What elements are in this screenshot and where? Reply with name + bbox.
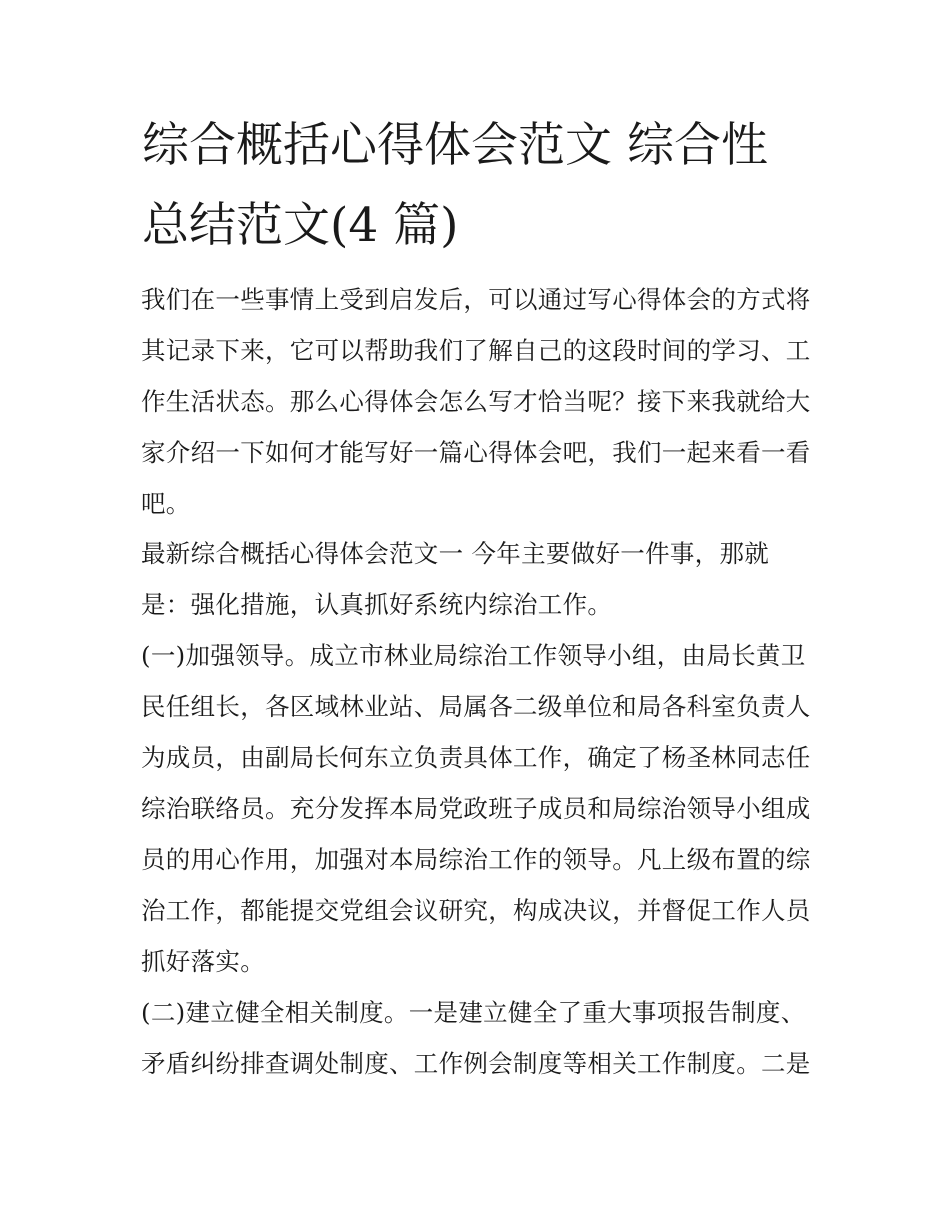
paragraph-line: 其记录下来，它可以帮助我们了解自己的这段时间的学习、工 xyxy=(141,336,811,365)
document-title-line-2: 总结范文(4 篇) xyxy=(142,198,459,253)
paragraph-line: 最新综合概括心得体会范文一 今年主要做好一件事，那就 xyxy=(141,539,770,568)
paragraph-line: 作生活状态。那么心得体会怎么写才恰当呢？接下来我就给大 xyxy=(141,387,811,416)
paragraph-line: (一)加强领导。成立市林业局综治工作领导小组，由局长黄卫 xyxy=(141,641,806,670)
paragraph-line: 吧。 xyxy=(141,489,191,518)
paragraph-line: 是：强化措施，认真抓好系统内综治工作。 xyxy=(141,590,613,619)
paragraph-line: 员的用心作用，加强对本局综治工作的领导。凡上级布置的综 xyxy=(141,845,811,874)
paragraph-line: 矛盾纠纷排查调处制度、工作例会制度等相关工作制度。二是 xyxy=(141,1049,811,1078)
paragraph-line: 治工作，都能提交党组会议研究，构成决议，并督促工作人员 xyxy=(141,896,811,925)
document-title-line-1: 综合概括心得体会范文 综合性 xyxy=(142,118,768,173)
paragraph-line: 抓好落实。 xyxy=(141,947,265,976)
paragraph-line: (二)建立健全相关制度。一是建立健全了重大事项报告制度、 xyxy=(141,998,806,1027)
paragraph-line: 为成员，由副局长何东立负责具体工作，确定了杨圣林同志任 xyxy=(141,743,811,772)
paragraph-line: 我们在一些事情上受到启发后，可以通过写心得体会的方式将 xyxy=(141,285,811,314)
paragraph-line: 民任组长，各区域林业站、局属各二级单位和局各科室负责人 xyxy=(141,692,811,721)
paragraph-line: 家介绍一下如何才能写好一篇心得体会吧，我们一起来看一看 xyxy=(141,438,811,467)
paragraph-line: 综治联络员。充分发挥本局党政班子成员和局综治领导小组成 xyxy=(141,794,811,823)
